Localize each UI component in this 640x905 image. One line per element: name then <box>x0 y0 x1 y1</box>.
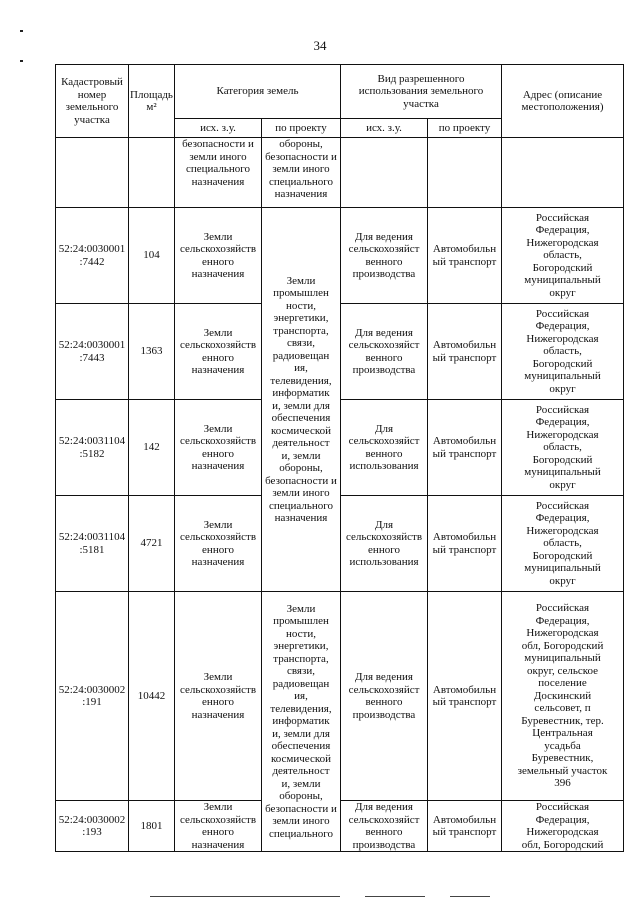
address: Российская Федерация, Нижегородская область, Богородский муниципальный округ <box>502 304 624 400</box>
use-project: Автомобильн ый транспорт <box>428 801 502 852</box>
cadastral-number: 52:24:0030002 :191 <box>56 592 129 801</box>
address: Российская Федерация, Нижегородская обл, Богородский муниципальный округ, сельское поселение Доскинский сельсовет, п Буревестник, тер. Центральная усадьба Буревестник, земельный участок 396 <box>502 592 624 801</box>
address: Российская Федерация, Нижегородская обл, Богородский <box>502 801 624 852</box>
category-existing: Земли сельскохозяйств енного назначения <box>175 400 262 496</box>
use-project: Автомобильн ый транспорт <box>428 400 502 496</box>
subheader-category-project: по проекту <box>262 119 341 138</box>
cadastral-number: 52:24:0031104 :5181 <box>56 496 129 592</box>
header-permitted-use: Вид разрешенного использования земельного участка <box>341 65 502 119</box>
margin-mark <box>20 60 23 62</box>
header-land-category: Категория земель <box>175 65 341 119</box>
use-existing: Для сельскохозяйст венного использования <box>341 400 428 496</box>
category-existing: Земли сельскохозяйств енного назначения <box>175 496 262 592</box>
cadastral-number: 52:24:0030001 :7443 <box>56 304 129 400</box>
header-cadastral: Кадастровый номер земельного участка <box>56 65 129 138</box>
subheader-use-project: по проекту <box>428 119 502 138</box>
footer-rule <box>150 896 340 897</box>
address: Российская Федерация, Нижегородская область, Богородский муниципальный округ <box>502 208 624 304</box>
area-value: 4721 <box>129 496 175 592</box>
area-value: 1363 <box>129 304 175 400</box>
header-row <box>56 65 624 119</box>
use-existing: Для ведения сельскохозяйст венного производства <box>341 801 428 852</box>
category-project-merged: Земли промышлен ности, энергетики, транспорта, связи, радиовещан ия, телевидения, информатик и, земли для обеспечения космической деятельност и, земли обороны, безопасности и земли иного специального назначения <box>262 208 341 592</box>
category-existing: Земли сельскохозяйств енного назначения <box>175 592 262 801</box>
use-existing: Для ведения сельскохозяйст венного производства <box>341 592 428 801</box>
header-address: Адрес (описание местоположения) <box>502 65 624 138</box>
use-project: Автомобильн ый транспорт <box>428 496 502 592</box>
area-value: 10442 <box>129 592 175 801</box>
cadastral-number: 52:24:0030001 :7442 <box>56 208 129 304</box>
table-row <box>56 592 624 801</box>
area-value: 104 <box>129 208 175 304</box>
use-existing: Для ведения сельскохозяйст венного производства <box>341 304 428 400</box>
margin-mark <box>20 30 23 32</box>
use-project: Автомобильн ый транспорт <box>428 208 502 304</box>
land-plots-table <box>55 64 624 852</box>
subheader-use-existing: исх. з.у. <box>341 119 428 138</box>
footer-rule <box>365 896 425 897</box>
use-existing: Для ведения сельскохозяйст венного производства <box>341 208 428 304</box>
header-area: Площадь м² <box>129 65 175 138</box>
continuation-category-existing: безопасности и земли иного специального назначения <box>175 138 262 208</box>
address: Российская Федерация, Нижегородская область, Богородский муниципальный округ <box>502 400 624 496</box>
page-number: 34 <box>313 38 327 53</box>
address: Российская Федерация, Нижегородская область, Богородский муниципальный округ <box>502 496 624 592</box>
table-row <box>56 208 624 304</box>
subheader-category-existing: исх. з.у. <box>175 119 262 138</box>
area-value: 1801 <box>129 801 175 852</box>
continuation-category-project: обороны, безопасности и земли иного специального назначения <box>262 138 341 208</box>
footer-rule <box>450 896 490 897</box>
category-existing: Земли сельскохозяйств енного назначения <box>175 801 262 852</box>
category-project-merged: Земли промышлен ности, энергетики, транспорта, связи, радиовещан ия, телевидения, информатик и, земли для обеспечения космической деятельност и, земли обороны, безопасности и земли иного специального <box>262 592 341 852</box>
category-existing: Земли сельскохозяйств енного назначения <box>175 304 262 400</box>
use-project: Автомобильн ый транспорт <box>428 304 502 400</box>
use-project: Автомобильн ый транспорт <box>428 592 502 801</box>
area-value: 142 <box>129 400 175 496</box>
category-existing: Земли сельскохозяйств енного назначения <box>175 208 262 304</box>
continuation-row <box>56 138 624 208</box>
use-existing: Для сельскохозяйств енного использования <box>341 496 428 592</box>
cadastral-number: 52:24:0030002 :193 <box>56 801 129 852</box>
cadastral-number: 52:24:0031104 :5182 <box>56 400 129 496</box>
